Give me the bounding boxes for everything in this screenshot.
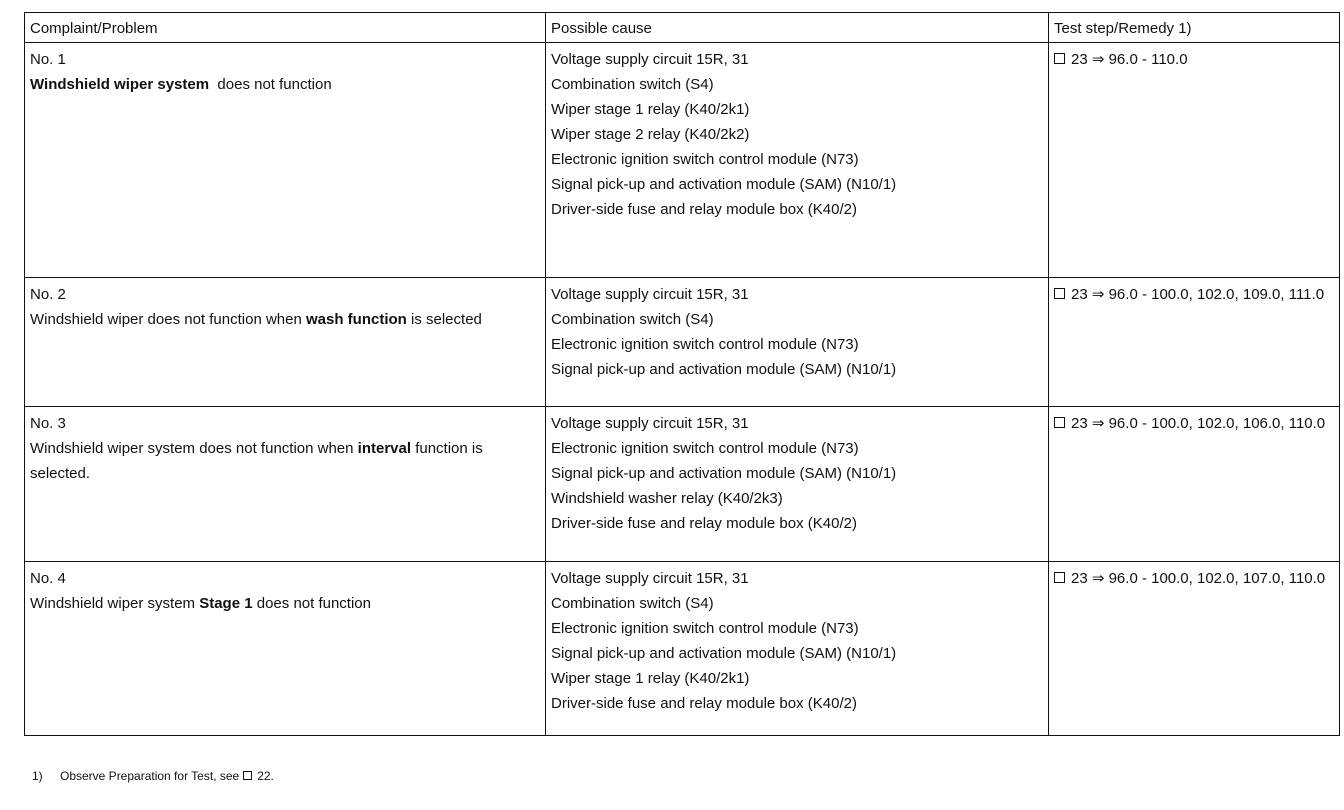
list-item: Voltage supply circuit 15R, 31 [551, 51, 749, 68]
table-row [25, 278, 1340, 407]
footnote [32, 769, 274, 783]
book-reference-icon [1054, 53, 1065, 64]
list-item: Wiper stage 2 relay (K40/2k2) [551, 126, 750, 143]
footnote-text: Observe Preparation for Test, see [60, 769, 240, 783]
list-item: Signal pick-up and activation module (SAM) (N10/1) [551, 176, 897, 193]
complaint-cell [25, 278, 546, 407]
list-item: Electronic ignition switch control module (N73) [551, 620, 859, 637]
list-item: Windshield washer relay (K40/2k3) [551, 490, 783, 507]
footnote-marker: 1) [32, 769, 43, 783]
list-item: Electronic ignition switch control module (N73) [551, 440, 859, 457]
complaint-number: No. 1 [30, 51, 66, 68]
cause-cell [546, 562, 1049, 736]
diagnosis-table [24, 12, 1340, 736]
remedy-cell [1049, 407, 1340, 562]
list-item: Electronic ignition switch control module (N73) [551, 336, 859, 353]
list-item: Combination switch (S4) [551, 311, 714, 328]
complaint-description: Windshield wiper does not function when wash function is selected [30, 311, 482, 328]
list-item: Wiper stage 1 relay (K40/2k1) [551, 670, 750, 687]
list-item: Signal pick-up and activation module (SAM) (N10/1) [551, 645, 897, 662]
list-item: Driver-side fuse and relay module box (K40/2) [551, 201, 857, 218]
remedy-link[interactable]: 23 ⇒ 96.0 - 100.0, 102.0, 107.0, 110.0 [1071, 570, 1326, 587]
remedy-cell [1049, 278, 1340, 407]
complaint-number: No. 3 [30, 415, 66, 432]
list-item: Signal pick-up and activation module (SAM) (N10/1) [551, 361, 897, 378]
cause-cell [546, 407, 1049, 562]
complaint-description: Windshield wiper system does not function when interval function is selected. [30, 440, 483, 482]
remedy-cell [1049, 562, 1340, 736]
remedy-link[interactable]: 23 ⇒ 96.0 - 100.0, 102.0, 109.0, 111.0 [1071, 286, 1325, 303]
list-item: Driver-side fuse and relay module box (K40/2) [551, 515, 857, 532]
complaint-description: Windshield wiper system does not function [30, 76, 332, 93]
list-item: Signal pick-up and activation module (SAM) (N10/1) [551, 465, 897, 482]
complaint-cell [25, 43, 546, 278]
complaint-description: Windshield wiper system Stage 1 does not function [30, 595, 371, 612]
complaint-cell [25, 407, 546, 562]
header-remedy: Test step/Remedy 1) [1049, 13, 1340, 43]
header-complaint: Complaint/Problem [25, 13, 546, 43]
list-item: Voltage supply circuit 15R, 31 [551, 570, 749, 587]
list-item: Electronic ignition switch control module (N73) [551, 151, 859, 168]
cause-cell [546, 278, 1049, 407]
table-row [25, 407, 1340, 562]
book-reference-icon [1054, 417, 1065, 428]
remedy-link[interactable]: 23 ⇒ 96.0 - 100.0, 102.0, 106.0, 110.0 [1071, 415, 1326, 432]
cause-cell [546, 43, 1049, 278]
list-item: Wiper stage 1 relay (K40/2k1) [551, 101, 750, 118]
complaint-cell [25, 562, 546, 736]
header-cause: Possible cause [546, 13, 1049, 43]
table-header-row [25, 13, 1340, 43]
footnote-reference-link[interactable]: 22. [257, 769, 274, 783]
complaint-number: No. 4 [30, 570, 66, 587]
list-item: Combination switch (S4) [551, 595, 714, 612]
book-reference-icon [1054, 288, 1065, 299]
list-item: Voltage supply circuit 15R, 31 [551, 415, 749, 432]
list-item: Voltage supply circuit 15R, 31 [551, 286, 749, 303]
remedy-cell [1049, 43, 1340, 278]
table-row [25, 43, 1340, 278]
book-reference-icon [1054, 572, 1065, 583]
list-item: Driver-side fuse and relay module box (K40/2) [551, 695, 857, 712]
remedy-link[interactable]: 23 ⇒ 96.0 - 110.0 [1071, 51, 1188, 68]
complaint-number: No. 2 [30, 286, 66, 303]
table-row [25, 562, 1340, 736]
list-item: Combination switch (S4) [551, 76, 714, 93]
book-reference-icon [243, 771, 252, 780]
